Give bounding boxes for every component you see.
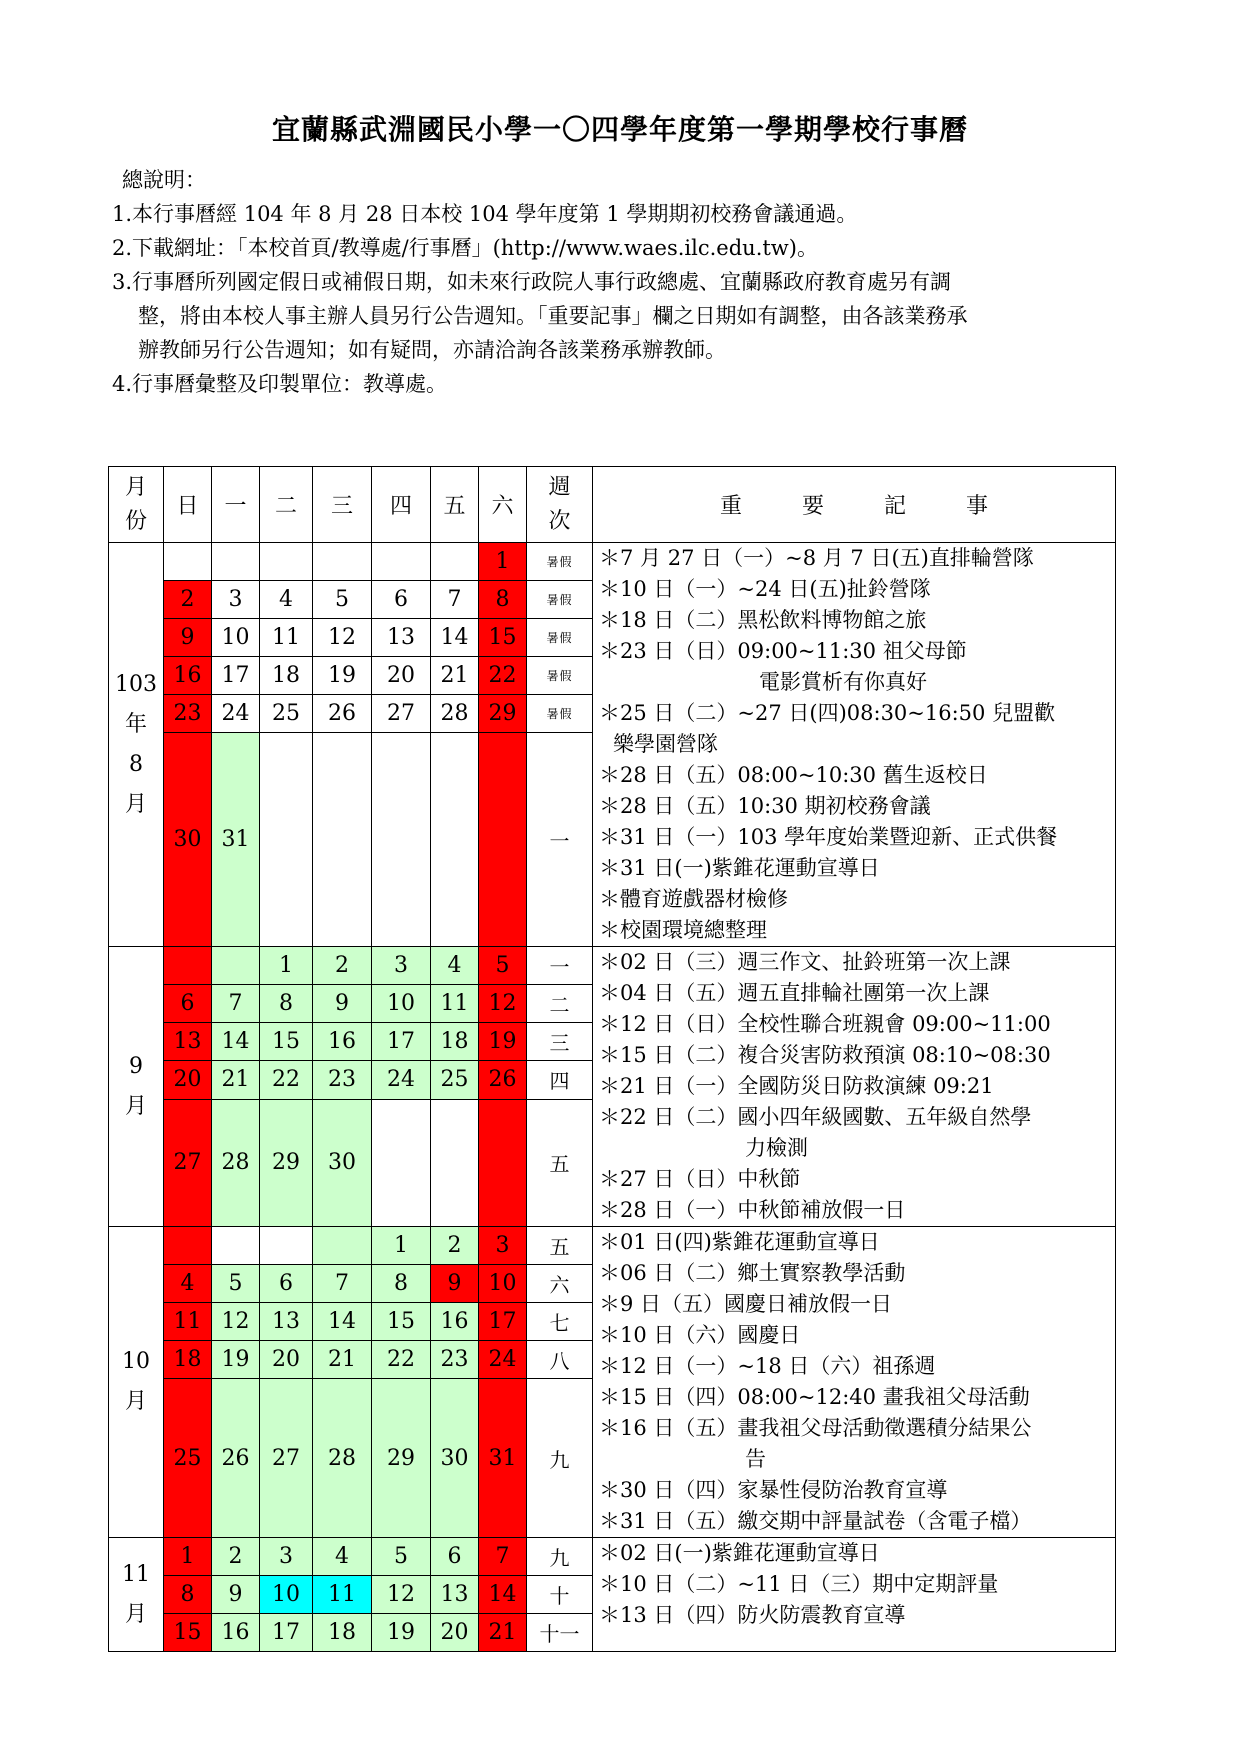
- day-cell: 2: [164, 581, 212, 619]
- day-cell: 9: [431, 1265, 479, 1303]
- event-line: ＊16 日（五）畫我祖父母活動徵選積分結果公: [599, 1416, 1032, 1440]
- header-day: 六: [479, 467, 527, 543]
- day-cell: 1: [164, 1538, 212, 1576]
- day-cell: 22: [372, 1341, 431, 1379]
- day-cell: 4: [313, 1538, 372, 1576]
- month-label: 月: [124, 1093, 147, 1119]
- day-cell: 14: [479, 1576, 527, 1614]
- header-day: 日: [164, 467, 212, 543]
- day-cell: 19: [212, 1341, 260, 1379]
- calendar-week-row: [109, 947, 1116, 985]
- event-line: ＊28 日（一）中秋節補放假一日: [599, 1198, 906, 1222]
- day-cell: 12: [479, 985, 527, 1023]
- day-cell: 14: [431, 619, 479, 657]
- day-cell: 13: [431, 1576, 479, 1614]
- week-number: 十一: [527, 1614, 593, 1652]
- day-cell: 27: [260, 1379, 313, 1538]
- day-cell: 24: [372, 1061, 431, 1099]
- event-line: ＊12 日（日）全校性聯合班親會 09:00~11:00: [599, 1012, 1051, 1036]
- day-cell: 2: [431, 1227, 479, 1265]
- calendar-week-row: [109, 1538, 1116, 1576]
- day-cell: [164, 1227, 212, 1265]
- week-number: 暑假: [527, 619, 593, 657]
- week-number: 六: [527, 1265, 593, 1303]
- day-cell: 21: [313, 1341, 372, 1379]
- note-item-3-cont2: 辦教師另行公告週知；如有疑問，亦請洽詢各該業務承辦教師。: [138, 338, 726, 362]
- month-label: 9: [129, 1053, 143, 1079]
- month-label: 年: [124, 711, 147, 737]
- event-line: ＊18 日（二）黑松飲料博物館之旅: [599, 608, 927, 632]
- day-cell: 5: [479, 947, 527, 985]
- event-line: 力檢測: [745, 1136, 808, 1160]
- month-cell-aug: [109, 543, 164, 947]
- day-cell: 10: [372, 985, 431, 1023]
- event-line: ＊23 日（日）09:00~11:30 祖父母節: [599, 639, 967, 663]
- day-cell: 18: [313, 1614, 372, 1652]
- day-cell: 30: [313, 1099, 372, 1227]
- week-number: 七: [527, 1303, 593, 1341]
- month-label: 月: [124, 1389, 147, 1414]
- day-cell: 9: [164, 619, 212, 657]
- event-line: ＊25 日（二）~27 日(四)08:30~16:50 兒盟歡: [599, 701, 1056, 725]
- week-number: 一: [527, 947, 593, 985]
- day-cell: 20: [372, 657, 431, 695]
- day-cell: 10: [212, 619, 260, 657]
- day-cell: [313, 543, 372, 581]
- day-cell: 7: [212, 985, 260, 1023]
- day-cell: 21: [212, 1061, 260, 1099]
- day-cell: [212, 543, 260, 581]
- day-cell: 16: [212, 1614, 260, 1652]
- day-cell: 7: [431, 581, 479, 619]
- day-cell: 28: [431, 695, 479, 733]
- day-cell: 30: [164, 733, 212, 947]
- event-line: ＊28 日（五）10:30 期初校務會議: [599, 794, 931, 818]
- day-cell: 17: [212, 657, 260, 695]
- note-item-3: 3.行事曆所列國定假日或補假日期，如未來行政院人事行政總處、宜蘭縣政府教育處另有調: [112, 270, 952, 294]
- day-cell: 3: [260, 1538, 313, 1576]
- day-cell: 8: [260, 985, 313, 1023]
- day-cell: 31: [479, 1379, 527, 1538]
- day-cell: 28: [212, 1099, 260, 1227]
- event-line: ＊15 日（二）複合災害防救預演 08:10~08:30: [599, 1043, 1051, 1067]
- event-line: ＊7 月 27 日（一）~8 月 7 日(五)直排輪營隊: [599, 546, 1034, 570]
- day-cell: 29: [260, 1099, 313, 1227]
- note-item-2: 2.下載網址：「本校首頁/教導處/行事曆」(http://www.waes.ilc.edu.tw)。: [112, 236, 818, 260]
- week-number: 九: [527, 1379, 593, 1538]
- events-oct: [593, 1227, 1116, 1538]
- day-cell: 27: [164, 1099, 212, 1227]
- day-cell: 19: [372, 1614, 431, 1652]
- header-day: 二: [260, 467, 313, 543]
- day-cell: 18: [164, 1341, 212, 1379]
- day-cell: 2: [212, 1538, 260, 1576]
- event-line: ＊30 日（四）家暴性侵防治教育宣導: [599, 1478, 948, 1502]
- month-cell-nov: [109, 1538, 164, 1652]
- event-line: ＊校園環境總整理: [599, 918, 767, 942]
- day-cell: 8: [372, 1265, 431, 1303]
- day-cell: 6: [164, 985, 212, 1023]
- week-number: 八: [527, 1341, 593, 1379]
- day-cell: 17: [260, 1614, 313, 1652]
- day-cell: 6: [431, 1538, 479, 1576]
- event-line: ＊01 日(四)紫錐花運動宣導日: [599, 1230, 880, 1254]
- week-number: 二: [527, 985, 593, 1023]
- day-cell: 15: [372, 1303, 431, 1341]
- event-line: ＊04 日（五）週五直排輪社團第一次上課: [599, 981, 990, 1005]
- day-cell: [431, 543, 479, 581]
- header-events: [593, 467, 1116, 543]
- month-label: 103: [115, 671, 157, 697]
- events-sep: [593, 947, 1116, 1227]
- day-cell: 5: [372, 1538, 431, 1576]
- day-cell: 1: [372, 1227, 431, 1265]
- day-cell: 14: [313, 1303, 372, 1341]
- day-cell: 4: [431, 947, 479, 985]
- month-label: 8: [129, 751, 143, 777]
- day-cell: 26: [479, 1061, 527, 1099]
- day-cell: 11: [313, 1576, 372, 1614]
- day-cell: [479, 733, 527, 947]
- header-week-label: 週次: [548, 474, 571, 534]
- page-title: 宜蘭縣武淵國民小學一〇四學年度第一學期學校行事曆: [271, 113, 968, 146]
- event-line: 電影賞析有你真好: [759, 670, 927, 694]
- day-cell: [372, 543, 431, 581]
- week-number: 暑假: [527, 657, 593, 695]
- week-number: 十: [527, 1576, 593, 1614]
- day-cell: 17: [372, 1023, 431, 1061]
- day-cell: 11: [431, 985, 479, 1023]
- week-number: 四: [527, 1061, 593, 1099]
- day-cell: 5: [313, 581, 372, 619]
- day-cell: 25: [164, 1379, 212, 1538]
- day-cell: [431, 733, 479, 947]
- day-cell: 16: [164, 657, 212, 695]
- day-cell: 1: [260, 947, 313, 985]
- event-line: 樂學園營隊: [613, 732, 718, 756]
- day-cell: 12: [313, 619, 372, 657]
- day-cell: 7: [313, 1265, 372, 1303]
- day-cell: 29: [372, 1379, 431, 1538]
- day-cell: 15: [260, 1023, 313, 1061]
- day-cell: 26: [313, 695, 372, 733]
- header-week: [527, 467, 593, 543]
- event-line: ＊31 日（五）繳交期中評量試卷（含電子檔）: [599, 1509, 1032, 1533]
- day-cell: 18: [431, 1023, 479, 1061]
- general-notes: [112, 163, 1132, 401]
- day-cell: 4: [164, 1265, 212, 1303]
- day-cell: 10: [260, 1576, 313, 1614]
- header-month: [109, 467, 164, 543]
- day-cell: 4: [260, 581, 313, 619]
- day-cell: 8: [479, 581, 527, 619]
- header-day: 五: [431, 467, 479, 543]
- day-cell: [260, 543, 313, 581]
- month-label: 10: [122, 1349, 150, 1374]
- day-cell: [164, 543, 212, 581]
- day-cell: 30: [431, 1379, 479, 1538]
- event-line: ＊06 日（二）鄉土實察教學活動: [599, 1261, 906, 1285]
- notes-heading: 總說明：: [122, 168, 206, 192]
- day-cell: 3: [212, 581, 260, 619]
- month-label: 月: [124, 791, 147, 817]
- header-day: 四: [372, 467, 431, 543]
- note-item-3-cont: 整，將由本校人事主辦人員另行公告週知。「重要記事」欄之日期如有調整，由各該業務承: [138, 304, 968, 328]
- day-cell: 23: [431, 1341, 479, 1379]
- day-cell: 24: [479, 1341, 527, 1379]
- day-cell: 21: [479, 1614, 527, 1652]
- day-cell: [313, 1227, 372, 1265]
- week-number: 一: [527, 733, 593, 947]
- event-line: ＊31 日（一）103 學年度始業暨迎新、正式供餐: [599, 825, 1058, 849]
- month-label: 11: [122, 1561, 150, 1587]
- week-number: 暑假: [527, 543, 593, 581]
- events-nov: [593, 1538, 1116, 1652]
- week-number: 五: [527, 1227, 593, 1265]
- event-line: ＊9 日（五）國慶日補放假一日: [599, 1292, 893, 1316]
- day-cell: [260, 1227, 313, 1265]
- day-cell: 12: [212, 1303, 260, 1341]
- day-cell: 26: [212, 1379, 260, 1538]
- events-aug: [593, 543, 1116, 947]
- week-number: 九: [527, 1538, 593, 1576]
- day-cell: [372, 1099, 431, 1227]
- calendar-week-row: [109, 543, 1116, 581]
- day-cell: 2: [313, 947, 372, 985]
- day-cell: 9: [212, 1576, 260, 1614]
- event-line: ＊27 日（日）中秋節: [599, 1167, 801, 1191]
- day-cell: 15: [479, 619, 527, 657]
- event-line: ＊31 日(一)紫錐花運動宣導日: [599, 856, 880, 880]
- day-cell: 18: [260, 657, 313, 695]
- event-line: ＊02 日(一)紫錐花運動宣導日: [599, 1541, 880, 1565]
- day-cell: 13: [372, 619, 431, 657]
- month-label: 月: [124, 1601, 147, 1627]
- event-line: ＊10 日（六）國慶日: [599, 1323, 801, 1347]
- day-cell: 24: [212, 695, 260, 733]
- day-cell: 17: [479, 1303, 527, 1341]
- day-cell: [313, 733, 372, 947]
- event-line: ＊10 日（一）~24 日(五)扯鈴營隊: [599, 577, 931, 601]
- day-cell: 22: [479, 657, 527, 695]
- event-line: ＊12 日（一）~18 日（六）祖孫週: [599, 1354, 936, 1378]
- day-cell: 15: [164, 1614, 212, 1652]
- event-line: ＊體育遊戲器材檢修: [599, 887, 788, 911]
- day-cell: 16: [431, 1303, 479, 1341]
- week-number: 暑假: [527, 581, 593, 619]
- day-cell: [212, 1227, 260, 1265]
- day-cell: 23: [313, 1061, 372, 1099]
- week-number: 三: [527, 1023, 593, 1061]
- note-item-4: 4.行事曆彙整及印製單位：教導處。: [112, 372, 448, 396]
- day-cell: 6: [372, 581, 431, 619]
- day-cell: 3: [372, 947, 431, 985]
- event-line: ＊10 日（二）~11 日（三）期中定期評量: [599, 1572, 999, 1596]
- day-cell: [372, 733, 431, 947]
- day-cell: [212, 947, 260, 985]
- day-cell: 25: [260, 695, 313, 733]
- day-cell: 16: [313, 1023, 372, 1061]
- event-line: 告: [745, 1447, 766, 1471]
- event-line: ＊21 日（一）全國防災日防救演練 09:21: [599, 1074, 994, 1098]
- day-cell: 22: [260, 1061, 313, 1099]
- event-line: ＊22 日（二）國小四年級國數、五年級自然學: [599, 1105, 1032, 1129]
- day-cell: 21: [431, 657, 479, 695]
- month-cell-sep: [109, 947, 164, 1227]
- day-cell: 29: [479, 695, 527, 733]
- day-cell: 28: [313, 1379, 372, 1538]
- day-cell: 7: [479, 1538, 527, 1576]
- day-cell: 12: [372, 1576, 431, 1614]
- day-cell: 11: [260, 619, 313, 657]
- day-cell: 10: [479, 1265, 527, 1303]
- day-cell: 9: [313, 985, 372, 1023]
- day-cell: 19: [313, 657, 372, 695]
- day-cell: 14: [212, 1023, 260, 1061]
- day-cell: 23: [164, 695, 212, 733]
- week-number: 暑假: [527, 695, 593, 733]
- event-line: ＊02 日（三）週三作文、扯鈴班第一次上課: [599, 950, 1011, 974]
- day-cell: 11: [164, 1303, 212, 1341]
- event-line: ＊15 日（四）08:00~12:40 畫我祖父母活動: [599, 1385, 1030, 1409]
- day-cell: 13: [164, 1023, 212, 1061]
- day-cell: 8: [164, 1576, 212, 1614]
- day-cell: 20: [260, 1341, 313, 1379]
- calendar-week-row: [109, 1227, 1116, 1265]
- day-cell: 13: [260, 1303, 313, 1341]
- event-line: ＊28 日（五）08:00~10:30 舊生返校日: [599, 763, 988, 787]
- day-cell: [431, 1099, 479, 1227]
- day-cell: 6: [260, 1265, 313, 1303]
- school-calendar-table: [108, 466, 1116, 1652]
- month-cell-oct: [109, 1227, 164, 1538]
- day-cell: 25: [431, 1061, 479, 1099]
- day-cell: [164, 947, 212, 985]
- day-cell: [479, 1099, 527, 1227]
- day-cell: 19: [479, 1023, 527, 1061]
- day-cell: 27: [372, 695, 431, 733]
- header-month-label: 月份: [124, 474, 147, 534]
- header-events-label: 重要記事: [719, 494, 1048, 519]
- day-cell: 3: [479, 1227, 527, 1265]
- day-cell: [260, 733, 313, 947]
- note-item-1: 1.本行事曆經 104 年 8 月 28 日本校 104 學年度第 1 學期期初校務會議通過。: [112, 202, 858, 226]
- day-cell: 1: [479, 543, 527, 581]
- day-cell: 31: [212, 733, 260, 947]
- week-number: 五: [527, 1099, 593, 1227]
- header-day: 一: [212, 467, 260, 543]
- day-cell: 20: [431, 1614, 479, 1652]
- day-cell: 20: [164, 1061, 212, 1099]
- day-cell: 5: [212, 1265, 260, 1303]
- header-day: 三: [313, 467, 372, 543]
- event-line: ＊13 日（四）防火防震教育宣導: [599, 1603, 906, 1627]
